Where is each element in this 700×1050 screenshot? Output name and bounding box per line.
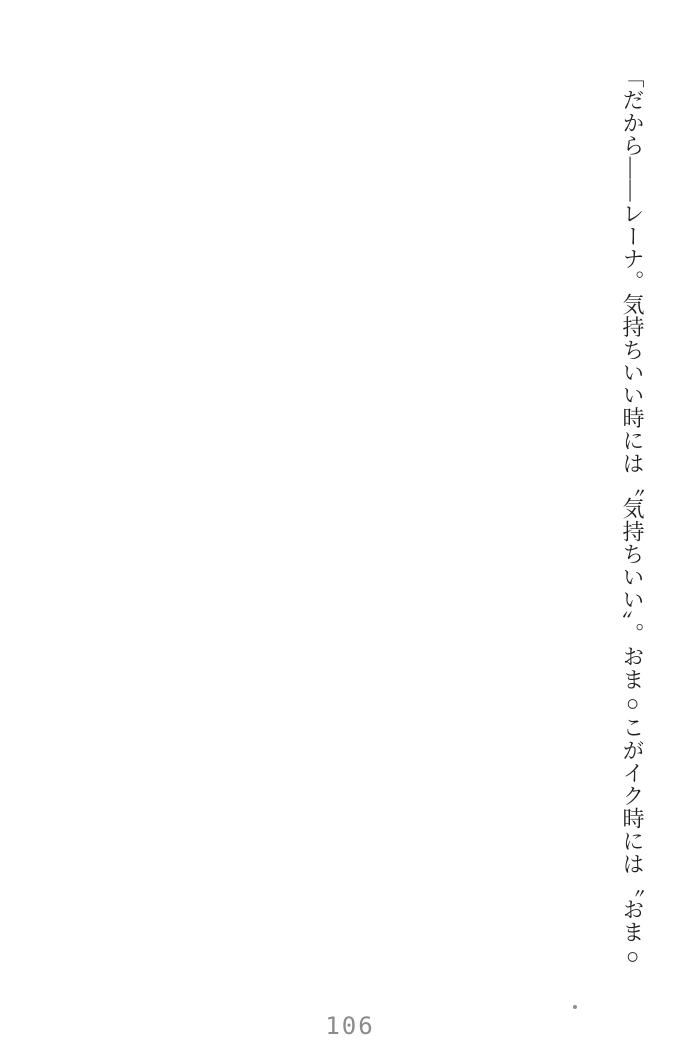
page-number: 106 <box>325 1012 375 1040</box>
print-speck-artifact <box>573 1005 577 1009</box>
vertical-text-area <box>0 66 650 982</box>
text-column-1: 「だから――レーナ。気持ちいい時には〝気持ちいい〞。おま○こがイク時には〝おま○ <box>620 66 645 969</box>
